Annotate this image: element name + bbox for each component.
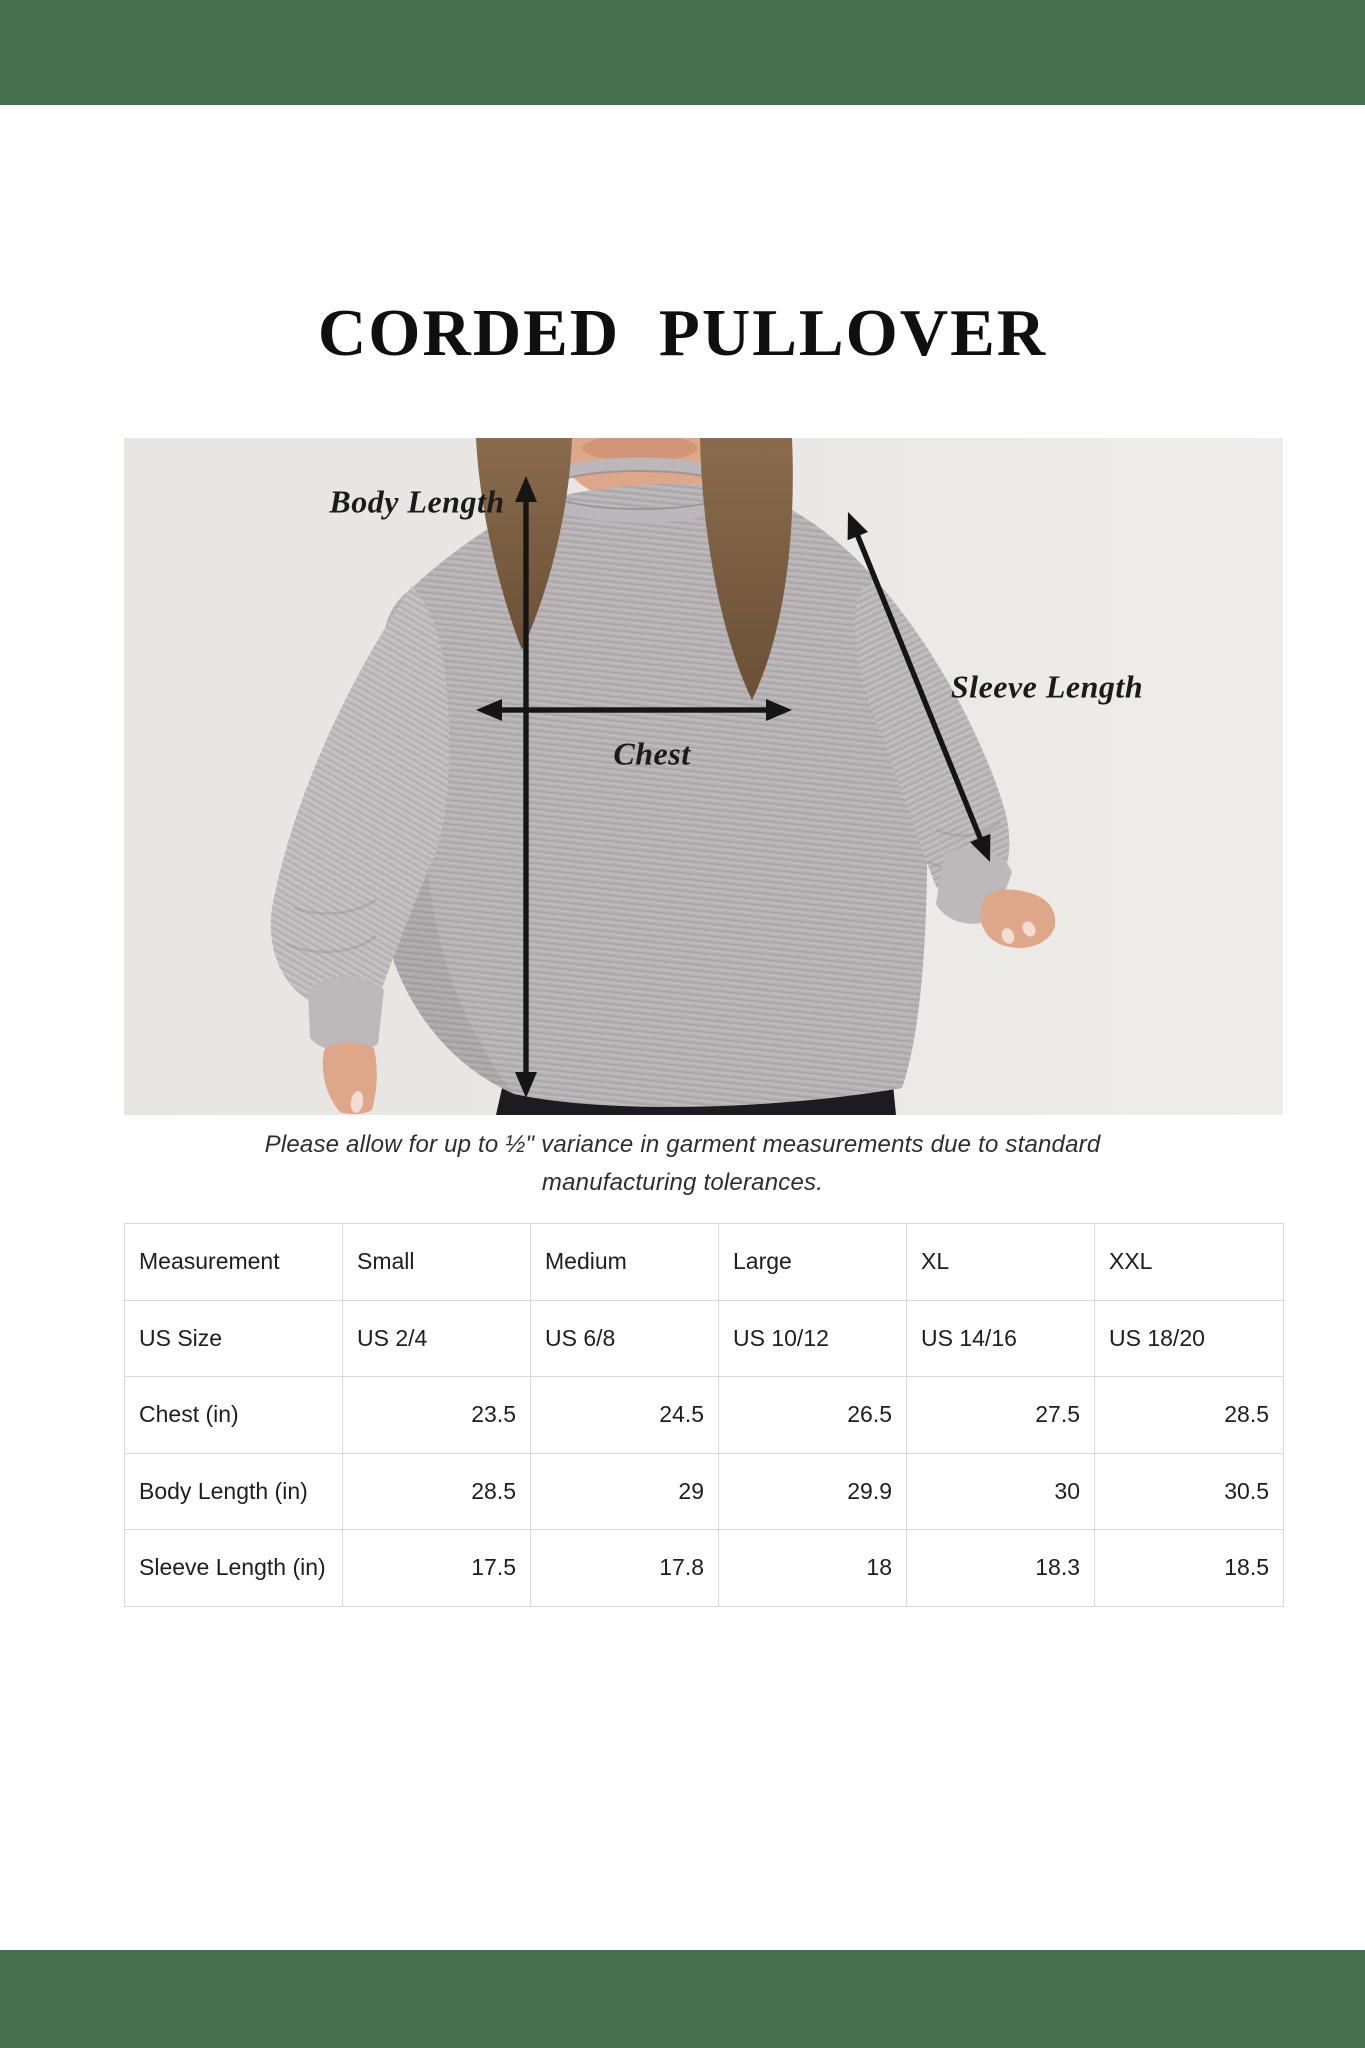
table-row: [125, 1530, 1284, 1607]
table-cell: 17.8: [531, 1530, 719, 1607]
table-cell: 28.5: [1095, 1377, 1284, 1454]
row-label: Chest (in): [125, 1377, 343, 1454]
top-green-banner: [0, 0, 1365, 105]
column-header: XXL: [1095, 1224, 1284, 1301]
table-row: [125, 1453, 1284, 1530]
table-cell: 29.9: [719, 1453, 907, 1530]
table-cell: 17.5: [343, 1530, 531, 1607]
disclaimer-line-1: Please allow for up to ½" variance in garment measurements due to standard: [264, 1131, 1101, 1158]
row-label: Sleeve Length (in): [125, 1530, 343, 1607]
chest-label: Chest: [613, 735, 691, 772]
measurement-disclaimer: [0, 1126, 1365, 1202]
table-cell: 27.5: [907, 1377, 1095, 1454]
disclaimer-line-2: manufacturing tolerances.: [541, 1169, 824, 1196]
table-cell: US 6/8: [531, 1300, 719, 1377]
column-header: Medium: [531, 1224, 719, 1301]
column-header: Measurement: [125, 1224, 343, 1301]
table-header-row: [125, 1224, 1284, 1301]
model-illustration: [124, 438, 1283, 1115]
bottom-green-banner: [0, 1950, 1365, 2048]
table-cell: 30: [907, 1453, 1095, 1530]
table-cell: US 18/20: [1095, 1300, 1284, 1377]
table-cell: 30.5: [1095, 1453, 1284, 1530]
table-cell: 18.5: [1095, 1530, 1284, 1607]
size-chart-table: [124, 1223, 1284, 1607]
column-header: Small: [343, 1224, 531, 1301]
table-cell: 18: [719, 1530, 907, 1607]
table-row: [125, 1300, 1284, 1377]
column-header: Large: [719, 1224, 907, 1301]
table-cell: 23.5: [343, 1377, 531, 1454]
row-label: Body Length (in): [125, 1453, 343, 1530]
table-cell: 18.3: [907, 1530, 1095, 1607]
table-cell: US 2/4: [343, 1300, 531, 1377]
cuff-left: [308, 977, 384, 1053]
table-cell: 28.5: [343, 1453, 531, 1530]
table-cell: US 14/16: [907, 1300, 1095, 1377]
row-label: US Size: [125, 1300, 343, 1377]
table-row: [125, 1377, 1284, 1454]
table-cell: US 10/12: [719, 1300, 907, 1377]
page-title: CORDED PULLOVER: [317, 296, 1048, 370]
column-header: XL: [907, 1224, 1095, 1301]
table-cell: 29: [531, 1453, 719, 1530]
body-length-label: Body Length: [329, 483, 505, 520]
product-photo: [124, 438, 1283, 1115]
table-cell: 24.5: [531, 1377, 719, 1454]
table-cell: 26.5: [719, 1377, 907, 1454]
sleeve-length-label: Sleeve Length: [950, 668, 1144, 705]
